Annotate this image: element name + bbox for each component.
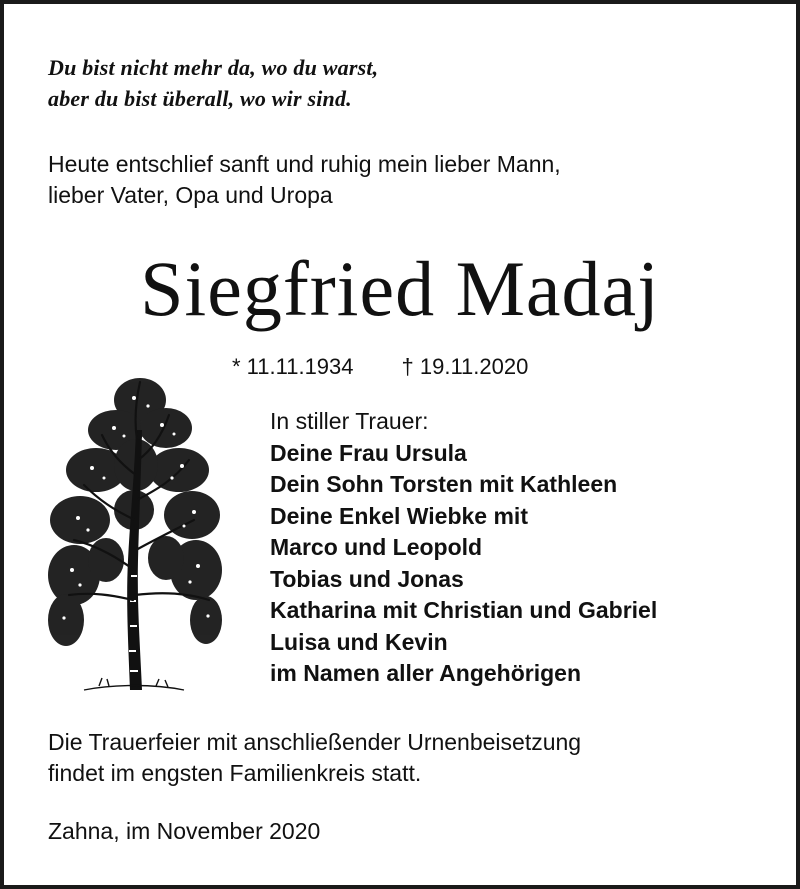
funeral-notice — [48, 727, 581, 789]
mourner-line: Tobias und Jonas — [270, 565, 464, 592]
intro-line: lieber Vater, Opa und Uropa — [48, 182, 333, 208]
poem-quote — [48, 52, 378, 114]
place-and-date: Zahna, im November 2020 — [48, 818, 321, 844]
intro-text — [48, 149, 561, 211]
funeral-line: Die Trauerfeier mit anschließender Urnenbeisetzung — [48, 729, 582, 755]
birch-tree-icon — [44, 370, 224, 696]
mourners-list — [270, 406, 657, 690]
death-date: † 19.11.2020 — [401, 354, 529, 379]
intro-line: Heute entschlief sanft und ruhig mein lieber Mann, — [48, 151, 561, 177]
birth-date: * 11.11.1934 — [232, 354, 354, 379]
mourner-line: Dein Sohn Torsten mit Kathleen — [270, 471, 618, 497]
life-dates — [232, 352, 528, 382]
poem-line: aber du bist überall, wo wir sind. — [48, 86, 352, 111]
deceased-name: Siegfried Madaj — [140, 245, 660, 332]
mourner-line: im Namen aller Angehörigen — [270, 660, 581, 686]
mourner-line: Katharina mit Christian und Gabriel — [270, 597, 658, 623]
poem-line: Du bist nicht mehr da, wo du warst, — [48, 55, 379, 80]
funeral-line: findet im engsten Familienkreis statt. — [48, 760, 422, 786]
mourner-line: Deine Frau Ursula — [270, 439, 467, 466]
mourner-line: Deine Enkel Wiebke mit — [270, 502, 528, 529]
mourner-line: Marco und Leopold — [270, 534, 483, 560]
mourner-line: Luisa und Kevin — [270, 628, 448, 655]
mourners-heading: In stiller Trauer: — [270, 408, 429, 434]
